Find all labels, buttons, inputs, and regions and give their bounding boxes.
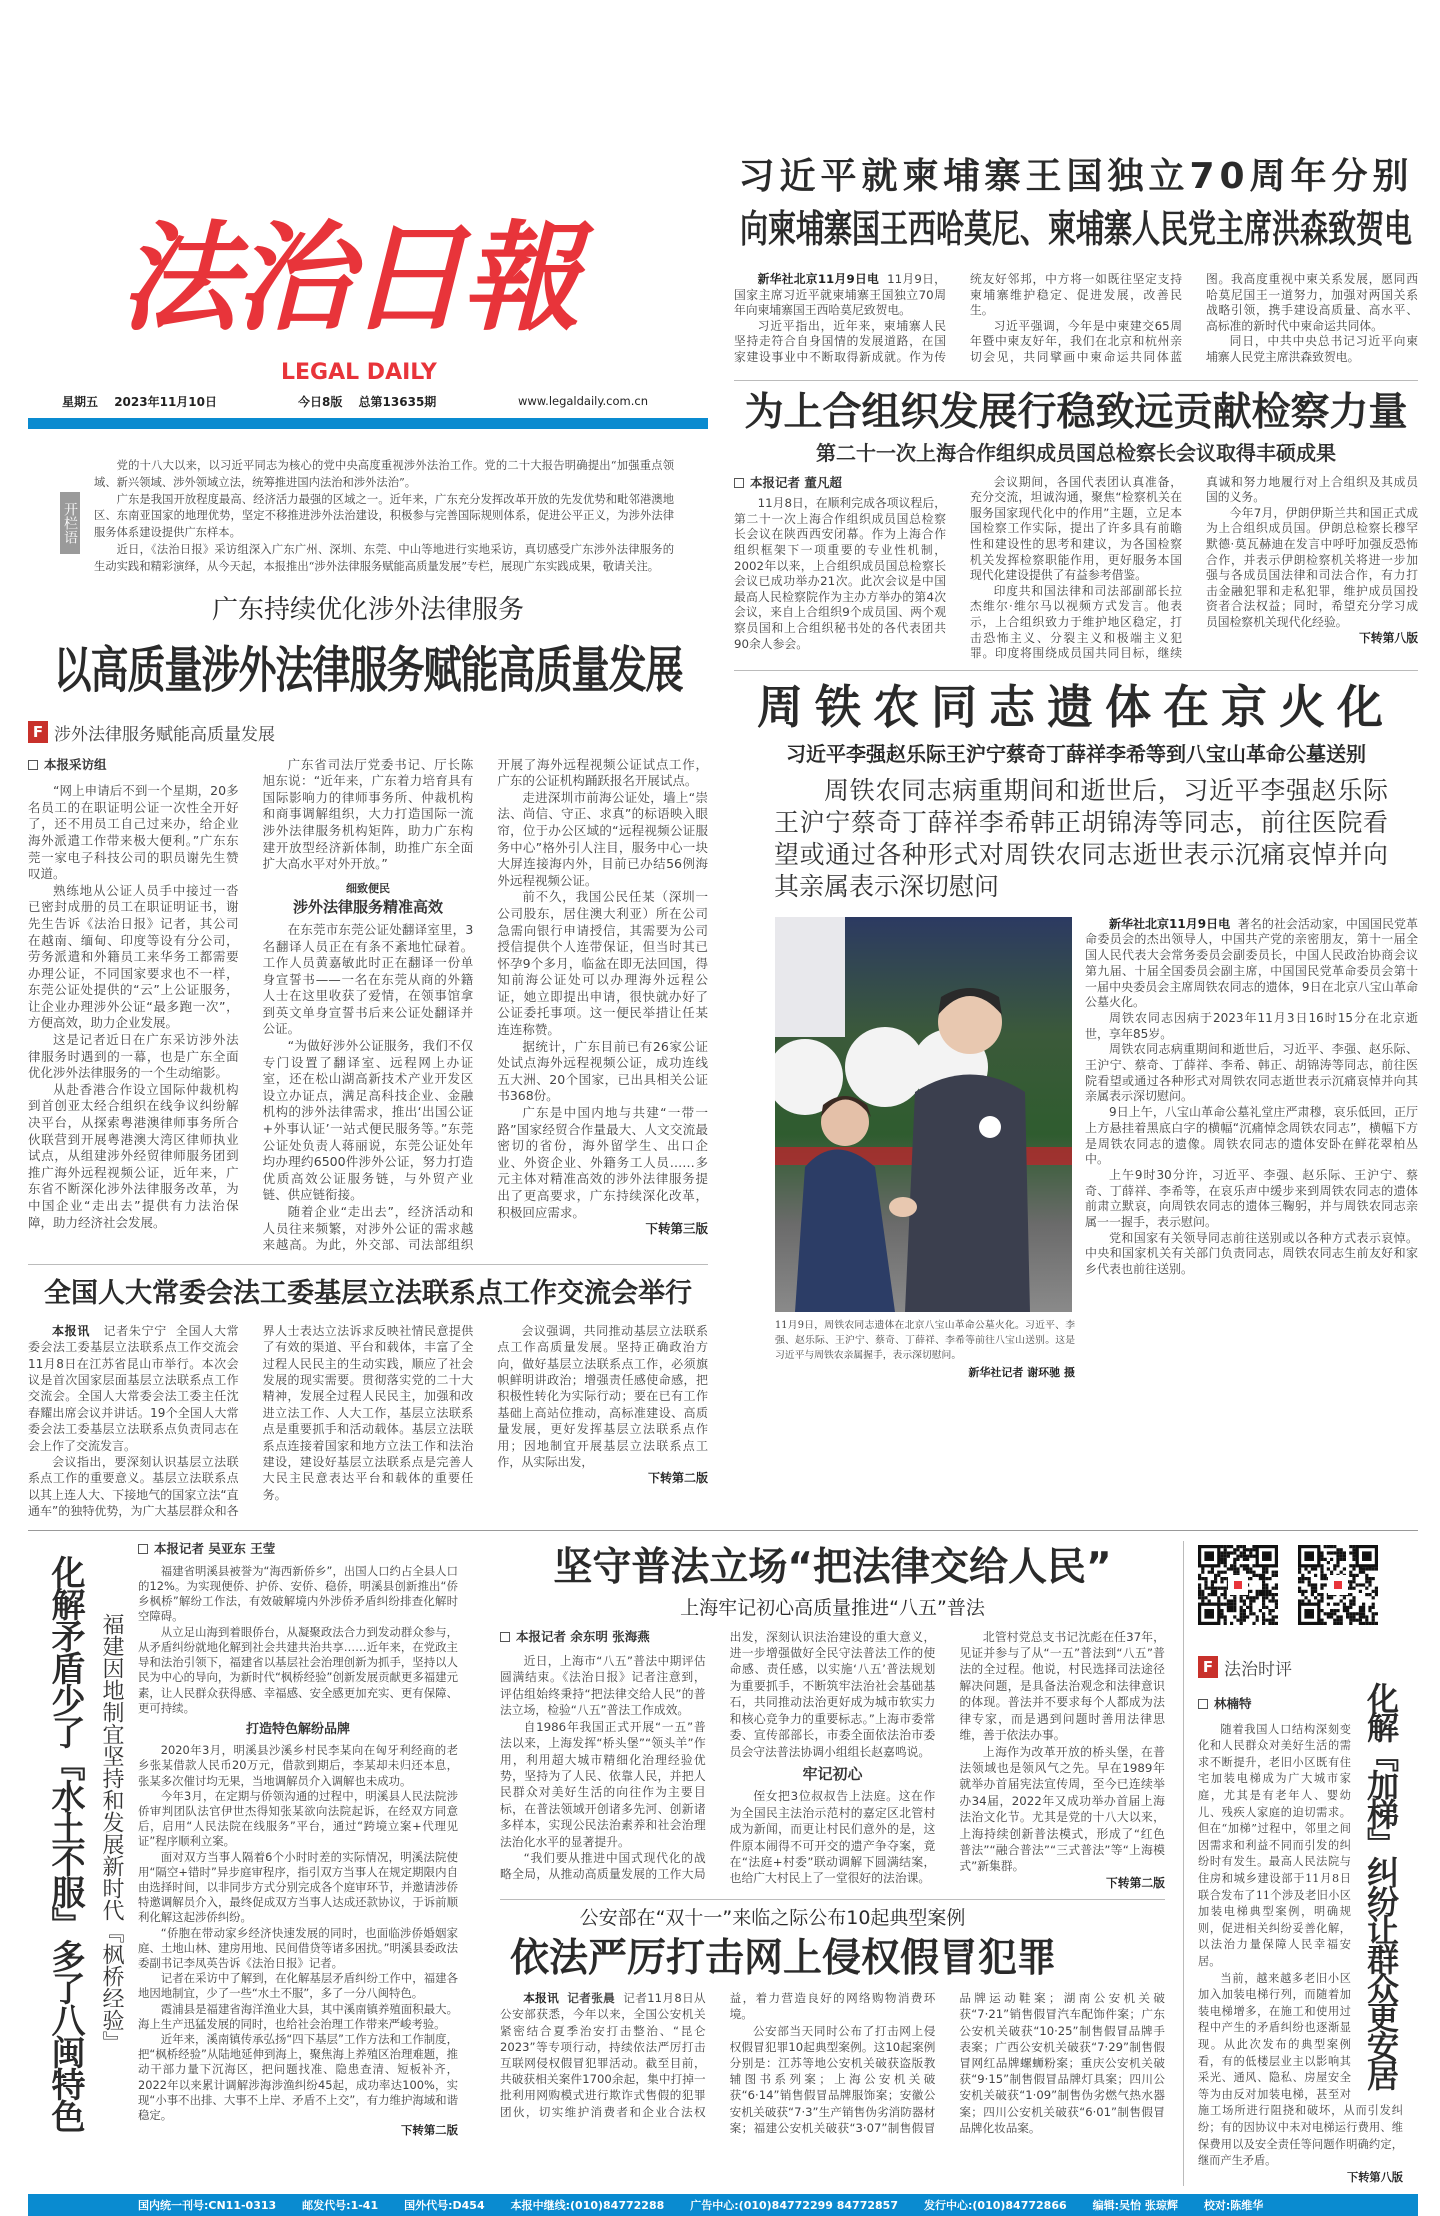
paragraph: 党和国家有关领导同志前往送别或以各种方式表示哀悼。中央和国家机关有关部门负责同志，周铁农同志生前友好和家乡代表也前往送别。: [1085, 1230, 1418, 1277]
paragraph: 习近平指出，近年来，柬埔寨人民坚持走符合自身国情的发展道路，在国家建设事业中不断取得新成就。作为传统友好邻邦，中方将一如既往坚定支持柬埔寨维护稳定、促进发展，改善民生。: [734, 272, 1182, 364]
intro-text: [94, 458, 674, 576]
paragraph: 近日，上海市“八五”普法中期评估圆满结束。《法治日报》记者注意到，评估组始终秉持“把法律交给人民”的普法立场，检验“八五”普法工作成效。: [500, 1654, 706, 1718]
subhead: 打造特色解纷品牌: [245, 1721, 350, 1737]
paragraph: 2020年3月，明溪县沙溪乡村民李某向在匈牙利经商的老乡张某借款人民币20万元，借款到期后，李某却未归还本息，张某多次催讨均无果，当地调解员介入调解也未成功。: [138, 1743, 458, 1788]
footer-item: 编辑:吴怡 张琼辉: [1092, 2199, 1178, 2213]
article-fujian-body: [138, 1541, 458, 2139]
paragraph: 前不久，我国公民任某（深圳一公司股东，居住澳大利亚）所在公司急需向银行申请授信，其需要为公司授信提供个人连带保证，但当时其已怀孕9个多月，临盆在即无法回国，得知前海公证处可以办理海外远程公证，她立即提出申请，很快就办好了公证委托事项。这一便民举措让任某连连称赞。: [497, 889, 708, 1038]
article-sco: [734, 387, 1418, 662]
section-tag-label: 法治时评: [1224, 1659, 1292, 1680]
paragraph: 广东省司法厅党委书记、厅长陈旭东说：“近年来，广东着力培育具有国际影响力的律师事务所、仲裁机构和商事调解组织，大力打造国际一流涉外法律服务机构矩阵，助力广东构建开放型经济新体制，助推广东全面扩大高水平对外开放。”: [262, 756, 474, 872]
article-body: [734, 475, 1418, 662]
paragraph: 11月8日，在顺利完成各项议程后，第二十一次上海合作组织成员国总检察长会议在陕西西安闭幕。作为上海合作组织框架下一项重要的专业性机制，2002年以来，上合组织成员国总检察长会议已成功举办21次。此次会议是中国最高人民检察院作为主办方举办的第4次会议，来自上合组织9个成员国、两个观察员国和上合组织秘书处的各代表团共90余人参会。: [734, 496, 946, 651]
paragraph: 周铁农同志病重期间和逝世后，习近平、李强、赵乐际、王沪宁、蔡奇、丁薛祥、李希、韩正、胡锦涛等同志，前往医院看望或通过各种形式对周铁农同志逝世表示沉痛哀悼并向其亲属表示深切慰问。: [1085, 1042, 1418, 1104]
subhead: 涉外法律服务精准高效: [292, 898, 443, 917]
lead: 本报讯: [523, 1991, 560, 2006]
paragraph: 自1986年我国正式开展“一五”普法以来，上海发挥“桥头堡”“领头羊”作用，利用超大城市精细化治理经验优势，坚持为了人民、依靠人民，并把人民群众对美好生活的向往作为主要目标，在普法领域开创诸多先河、创新诸多样本，实现公民法治素养和社会治理法治化水平的显著提升。: [500, 1719, 706, 1849]
continued-on[interactable]: 下转第二版: [647, 1471, 708, 1486]
news-photo: [775, 917, 1072, 1312]
footer-item: 国内统一刊号:CN11-0313: [138, 2199, 277, 2213]
paragraph: 今年3月，在定期与侨领沟通的过程中，明溪县人民法院涉侨审判团队法官伊世杰得知张某欲向法院起诉，在经双方同意后，启用“人民法院在线服务”平台，通过“跨境立案+代理见证”程序顺利立案。: [138, 1788, 458, 1849]
section-tag: [28, 720, 708, 745]
paragraph: 广东是我国开放程度最高、经济活力最强的区域之一。近年来，广东充分发挥改革开放的先发优势和毗邻港澳地区、东南亚国家的地理优势，坚定不移推进涉外法治建设，积极参与完善国际规则体系，促进公平正义，为涉外法律服务体系建设提供广东样本。: [94, 492, 674, 540]
paragraph: 随着企业“走出去”，经济活动和人员往来频繁，对涉外公证的需求越来越高。为此，外交部、司法部组织开展了海外远程视频公证试点工作，广东的公证机构踊跃报名开展试点。: [262, 756, 708, 1253]
article-zhou: [734, 677, 1418, 1380]
deck-text: 周铁农同志病重期间和逝世后，习近平李强赵乐际王沪宁蔡奇丁薛祥李希韩正胡锦涛等同志，前往医院看望或通过各种形式对周铁农同志逝世表示沉痛哀悼并向其亲属表示深切慰问: [774, 775, 1388, 901]
article-body: [28, 757, 708, 1254]
paragraph: 走进深圳市前海公证处，墙上“崇法、尚信、守正、求真”的标语映入眼帘，位于办公区域的“远程视频公证服务中心”格外引人注目，服务中心一块大屏连接海内外，目前已办结56例海外远程视频公证。: [497, 789, 708, 888]
paragraph: 记者在采访中了解到，在化解基层矛盾纠纷工作中，福建各地因地制宜，少了一些“水土不服”，多了一分八闽特色。: [138, 1971, 458, 2001]
paragraph: 会议指出，要深刻认识基层立法联系点工作的重要意义。基层立法联系点以其上连人大、下接地气的国家立法“直通车”的独特优势，为广大基层群众和各界人士表达立法诉求反映社情民意提供了有效的渠道、平台和载体，丰富了全过程人民民主的生动实践，顺应了社会发展的现实需要。贯彻落实党的二十大精神，发展全过程人民民主，加强和改进立法工作、人大工作，基层立法联系点是重要抓手和活动载体。基层立法联系点连接着国家和地方立法工作和法治建设，建设好基层立法联系点是完善人大民主民意表达平台和载体的重要任务。: [28, 1323, 474, 1519]
paragraph: 同日，中共中央总书记习近平向柬埔寨人民党主席洪森致贺电。: [1206, 334, 1418, 364]
photo-block: [775, 917, 1075, 1380]
footer-item: 广告中心:(010)84772299 84772857: [690, 2199, 898, 2213]
today-pages: 今日8版: [298, 395, 343, 409]
photo-and-body: [734, 917, 1418, 1380]
byline: [28, 757, 239, 774]
paragraph: 霞浦县是福建省海洋渔业大县，其中溪南镇养殖面积最大。海上生产迅猛发展的同时，也给社会治理工作带来严峻考验。: [138, 2001, 458, 2031]
byline: [500, 1629, 706, 1645]
headline-2: 向柬埔寨国王西哈莫尼、柬埔寨人民党主席洪森致贺电: [739, 207, 1412, 252]
continued-on[interactable]: 下转第二版: [401, 2123, 458, 2138]
article-body: [500, 1629, 1165, 1892]
subhead-kicker: 细致便民: [345, 881, 390, 895]
article-fujian: [28, 1541, 470, 2139]
photo-caption: [775, 1318, 1075, 1380]
footer-item: 邮发代号:1-41: [302, 2199, 379, 2213]
section-tag-label: 涉外法律服务赋能高质量发展: [54, 724, 275, 745]
photo-illustration: [775, 917, 1072, 1312]
reporter: 记者朱宁宁: [103, 1323, 167, 1338]
masthead: [28, 0, 708, 430]
dateline: 新华社北京11月9日电: [757, 272, 880, 286]
paragraph: 近日，《法治日报》采访组深入广东广州、深圳、东莞、中山等地进行实地采访，真切感受广东涉外法律服务的生动实践和精彩演绎，从今天起，本报推出“涉外法律服务赋能高质量发展”专栏，展现广东实践成果，敬请关注。: [94, 542, 674, 573]
website-link[interactable]: www.legaldaily.com.cn: [518, 394, 649, 408]
newspaper-logo: 法治日報: [120, 208, 577, 347]
caption-text: 11月9日，周铁农同志遗体在北京八宝山革命公墓火化。习近平、李强、赵乐际、王沪宁、蔡奇、丁薛祥、李希等前往八宝山送别。这是习近平与周铁农亲属握手，表示深切慰问。: [775, 1319, 1075, 1361]
headline: 为上合组织发展行稳致远贡献检察力量: [744, 389, 1408, 435]
article-body: [1085, 917, 1418, 1278]
continued-on[interactable]: 下转第八版: [1347, 2170, 1403, 2184]
footer-item: 国外代号:D454: [404, 2199, 485, 2213]
paragraph: 侄女把3位叔叔告上法庭。这在作为全国民主法治示范村的嘉定区北管村成为新闻，而更让村民们意外的是，这件原本闹得不可开交的遗产争夺案，竟在“法庭+村委”联动调解下圆满结案，也给广大村民上了一堂很好的法治课。: [729, 1789, 936, 1886]
section-tag: [1198, 1655, 1403, 1680]
paragraph: 在东莞市东莞公证处翻译室里，3名翻译人员正在有条不紊地忙碌着。工作人员黄嘉敏此时正在翻译一份单身宣誓书——一名在东莞从商的外籍人士在这里收获了爱情，在领事馆拿到英文单身宣誓书后来公证处翻译并公证。: [262, 921, 474, 1037]
article-body: [28, 1323, 708, 1520]
article-body: [500, 1990, 1165, 2136]
headline: 习近平就柬埔寨王国独立70周年分别: [738, 156, 1414, 197]
paragraph: 从赴香港合作设立国际仲裁机构到首创亚太经合组织在线争议纠纷解决平台，从探索粤港澳律师事务所合伙联营到开展粤港澳大湾区律师执业试点，从组建涉外经贸律师服务团到推广海外远程视频公证，近年来，广东省不断深化涉外法律服务改革，为中国企业“走出去”提供有力法治保障，助力经济社会发展。: [28, 1081, 239, 1230]
paragraph: 据统计，广东目前已有26家公证处试点海外远程视频公证，成功连线五大洲、20个国家，已出具相关公证书368份。: [497, 1038, 708, 1104]
middle-column: [500, 1541, 1165, 2136]
paragraph: 北管村党总支书记沈彪在任37年，见证并参与了从“一五”普法到“八五”普法的全过程。他说，村民选择司法途径解决问题，是具备法治观念和法律意识的体现。普法并不要求每个人都成为法律专家，而是遇到问题时善用法律思维，善于依法办事。: [959, 1629, 1165, 1743]
intro-label: 开栏语: [60, 492, 80, 554]
issue-date: 2023年11月10日: [114, 395, 218, 409]
paragraph: 公安部当天同时公布了打击网上侵权假冒犯罪10起典型案例。这10起案例分别是：江苏等地公安机关破获盗版教辅图书系列案；上海公安机关破获“6·14”销售假冒品牌服饰案；安徽公安机关破获“7·3”生产销售伪劣消防器材案；福建公安机关破获“3·07”制售假冒品牌运动鞋案；湖南公安机关破获“7·21”销售假冒汽车配饰件案；广东公安机关破获“10·25”制售假冒品牌手表案；广西公安机关破获“7·29”制售假冒网红品牌螺蛳粉案；重庆公安机关破获“9·15”制售假冒品牌灯具案；四川公安机关破获“1·09”制售伪劣燃气热水器案；四川公安机关破获“6·01”制售假冒品牌化妆品案。: [729, 1991, 1165, 2135]
footer-item: 本报中继线:(010)84772288: [510, 2199, 665, 2213]
continued-on[interactable]: 下转第八版: [1359, 630, 1418, 645]
byline-text: 本报记者 吴亚东 王莹: [154, 1540, 276, 1556]
paragraph: 随着我国人口结构深刻变化和人民群众对美好生活的需求不断提升，老旧小区既有住宅加装电梯成为广大城市家庭，尤其是有老年人、婴幼儿、残疾人家庭的迫切需求。但在“加梯”过程中，邻里之间因需求和利益不同而引发的纠纷时有发生。最高人民法院与住房和城乡建设部于11月8日联合发布了11个涉及老旧小区加装电梯典型案例，明确规则，促进相关纠纷妥善化解，以法治力量保障人民幸福安居。: [1198, 1722, 1351, 1968]
byline: [138, 1541, 458, 1556]
kicker: 广东持续优化涉外法律服务: [211, 594, 524, 625]
article-commentary: [1183, 1541, 1403, 2187]
paragraph: 福建省明溪县被誉为“海西新侨乡”，出国人口约占全县人口的12%。为实现便侨、护侨、安侨、稳侨，明溪县创新推出“侨乡枫桥”解纷工作法，有效破解境内外涉侨矛盾纠纷排查化解时空障碍。: [138, 1563, 458, 1624]
paragraph: 当前，越来越多老旧小区加入加装电梯行列，而随着加装电梯增多，在施工和使用过程中产生的矛盾纠纷也逐渐显现。从此次发布的典型案例看，有的低楼层业主以影响其采光、通风、隐私、房屋安全等为由反对加装电梯，甚至对施工场所进行阻挠和破坏，从而引发纠纷；有的因协议中未对电梯运行费用、维保费用以及安全责任等问题作明确约定，继而产生矛盾。: [1198, 1971, 1403, 2168]
paragraph: 记者11月8日从公安部获悉，今年以来，全国公安机关紧密结合夏季治安打击整治、“昆仑2023”等专项行动，持续依法严厉打击互联网侵权假冒犯罪活动。截至目前，共破获相关案件1700余起，集中打掉一批利用网购模式进行欺诈式售假的犯罪团伙，切实维护消费者和企业合法权益，着力营造良好的网络购物消费环境。: [500, 1991, 936, 2119]
paragraph: 著名的社会活动家，中国国民党革命委员会的杰出领导人，中国共产党的亲密朋友，第十一届全国人民代表大会常务委员会副委员长，中国人民政治协商会议第九届、十届全国委员会副主席，中国国民党革命委员会第十一届中央委员会主席周铁农同志的遗体，9日在北京八宝山革命公墓火化。: [1085, 916, 1418, 1010]
headline: 依法严厉打击网上侵权假冒犯罪: [510, 1936, 1057, 1982]
qr-codes: [1198, 1545, 1403, 1625]
f-logo-icon: F: [28, 721, 48, 743]
byline-text: 本报采访组: [44, 756, 107, 772]
article-cambodia: [734, 0, 1418, 366]
subtitle: 习近平李强赵乐际王沪宁蔡奇丁薛祥李希等到八宝山革命公墓送别: [786, 741, 1366, 766]
paragraph: 会议强调，共同推动基层立法联系点工作高质量发展。坚持正确政治方向，做好基层立法联系点工作，必须旗帜鲜明讲政治；增强责任感使命感，把积极性转化为实际行动；要在已有工作基础上高站位推动，高标准建设、高质量发展，更好发挥基层立法联系点作用；因地制宜开展基层立法联系点工作，从实际出发，: [497, 1323, 708, 1470]
paragraph: 习近平强调，今年是中柬建交65周年暨中柬友好年，我们在北京和杭州亲切会见，共同擘画中柬命运共同体蓝图。我高度重视中柬关系发展，愿同西哈莫尼国王一道努力，加强对两国关系战略引领，携手建设高质量、高水平、高标准的新时代中柬命运共同体。: [970, 272, 1418, 364]
headline: 坚守普法立场“把法律交给人民”: [553, 1544, 1112, 1590]
paragraph: 9日上午，八宝山革命公墓礼堂庄严肃穆，哀乐低回，正厅上方悬挂着黑底白字的横幅“沉痛悼念周铁农同志”，横幅下方是周铁农同志的遗像。周铁农同志的遗体安卧在鲜花翠柏丛中。: [1085, 1105, 1418, 1167]
subtitle: 第二十一次上海合作组织成员国总检察长会议取得丰硕成果: [816, 440, 1336, 465]
paragraph: 广东是中国内地与共建“一带一路”国家经贸合作量最大、人文交流最密切的省份，海外留学生、出口企业、外资企业、外籍务工人员……多元主体对精准高效的涉外法律服务提出了更高要求，广东持续深化改革，积极回应需求。: [497, 1105, 708, 1220]
footer-item: 发行中心:(010)84772866: [923, 2199, 1067, 2213]
paragraph: 周铁农同志因病于2023年11月3日16时15分在北京逝世，享年85岁。: [1085, 1010, 1418, 1041]
issue-info: [62, 393, 217, 410]
paragraph: 这是记者近日在广东采访涉外法律服务时遇到的一幕，也是广东全面优化涉外法律服务的一个生动缩影。: [28, 1032, 239, 1081]
headline: 以高质量涉外法律服务赋能高质量发展: [53, 640, 683, 699]
paragraph: “网上申请后不到一个星期，20多名员工的在职证明公证一次性全开好了，还不用员工自己过来办，给企业海外派遣工作带来极大便利。”广东东莞一家电子科技公司的职员谢先生赞叹道。: [28, 783, 239, 882]
reporter: 记者张晨: [567, 1991, 616, 2006]
photo-credit: 新华社记者 谢环驰 摄: [968, 1365, 1075, 1379]
paragraph: 熟练地从公证人员手中接过一沓已密封成册的员工在职证明证书，谢先生告诉《法治日报》记者，其公司在越南、缅甸、印度等设有分公司，劳务派遣和外籍员工来华务工都需要办理公证，不同国家要求也不一样，东莞公证处提供的“云”上公证服务，让企业办理涉外公证“最多跑一次”，方便高效，助力企业发展。: [28, 882, 239, 1031]
continued-on[interactable]: 下转第二版: [1105, 1875, 1165, 1890]
deck: [774, 775, 1388, 903]
byline-text: 本报记者 余东明 张海燕: [516, 1628, 650, 1644]
headline: 化解『加梯』纠纷让群众更安居: [1362, 1681, 1400, 2088]
continued-on[interactable]: 下转第三版: [645, 1221, 708, 1237]
masthead-bar: [28, 418, 708, 429]
paragraph: “侨胞在带动家乡经济快速发展的同时，也面临涉侨婚姻家庭、土地山林、建房用地、民间借贷等诸多困扰。”明溪县委政法委副书记李凤英告诉《法治日报》记者。: [138, 1925, 458, 1970]
logo-english: LEGAL DAILY: [281, 360, 437, 385]
kicker: 公安部在“双十一”来临之际公布10起典型案例: [579, 1907, 966, 1930]
paragraph: 11月9日，国家主席习近平就柬埔寨王国独立70周年向柬埔寨国王西哈莫尼致贺电。: [734, 272, 946, 318]
qr-code-icon[interactable]: [1198, 1545, 1278, 1625]
dateline: 新华社北京11月9日电: [1109, 916, 1231, 931]
headline: 周铁农同志遗体在京火化: [757, 679, 1395, 734]
byline-text: 林楠特: [1214, 1695, 1252, 1711]
paragraph: 近年来，溪南镇传承弘扬“四下基层”工作方法和工作制度，把“枫桥经验”从陆地延伸到海上，聚焦海上养殖区治理难题，推动干部力量下沉海区，把问题找准、隐患查清、短板补齐，2022年以来累计调解涉海涉渔纠纷45起，成功率达100%，实现“小事不出排、大事不上岸、矛盾不上交”，有力维护海域和谐稳定。: [138, 2031, 458, 2122]
paragraph: 从立足山海到着眼侨台，从凝聚政法合力到发动群众参与，从矛盾纠纷就地化解到社会共建共治共享……近年来，在党政主导和法治引领下，福建省以基层社会治理创新为抓手，坚持以人民为中心的导向，为新时代“枫桥经验”创新发展贡献更多福建元素，让人民群众获得感、幸福感、安全感更加充实、更有保障、更可持续。: [138, 1624, 458, 1715]
intro: [28, 458, 708, 576]
paragraph: 今年7月，伊朗伊斯兰共和国正式成为上合组织成员国。伊朗总检察长穆罕默德·莫瓦赫迪在发言中呼吁加强反恐怖合作，并表示伊朗检察机关将进一步加强与各成员国法律和司法合作，有力打击金融犯罪和走私犯罪，维护成员国投资者合法权益；同时，希望充分学习成员国检察机关现代化经验。: [1206, 505, 1418, 629]
subhead: 牢记初心: [802, 1764, 863, 1783]
qr-code-icon[interactable]: [1298, 1545, 1378, 1625]
footer-item: 校对:陈维华: [1203, 2199, 1264, 2213]
f-logo-icon: F: [1198, 1656, 1218, 1678]
paragraph: 面对双方当事人隔着6个小时时差的实际情况，明溪法院使用“隔空+错时”异步庭审程序，指引双方当事人在规定期限内自由选择时间，以非同步方式分别完成各个庭审环节，并邀请涉侨特邀调解员介入，最终促成双方当事人达成还款协议，于诉前顺利化解这起涉侨纠纷。: [138, 1849, 458, 1925]
weekday: 星期五: [62, 395, 99, 409]
paragraph: 印度共和国法律和司法部副部长拉杰维尔·维尔马以视频方式发言。他表示，上合组织致力于维护地区稳定，打击恐怖主义、分裂主义和极端主义犯罪。印度将围绕成员国共同目标，继续真诚和努力地履行对上合组织及其成员国的义务。: [970, 474, 1418, 661]
paragraph: 上午9时30分许，习近平、李强、赵乐际、王沪宁、蔡奇、丁薛祥、李希等，在哀乐声中缓步来到周铁农同志的遗体前肃立默哀，向周铁农同志的遗体三鞠躬，并与周铁农同志亲属一一握手，表示慰问。: [1085, 1167, 1418, 1230]
paragraph: 全国人大常委会法工委基层立法联系点工作交流会11月8日在江苏省昆山市举行。本次会议是首次国家层面基层立法联系点工作交流会。全国人大常委会法工委主任沈春耀出席会议并讲话。19个全国人大常委会法工委基层立法联系点负责同志在会上作了交流发言。: [28, 1323, 239, 1453]
headline: 化解矛盾少了『水土不服』多了八闽特色: [45, 1554, 85, 2131]
article-police: [500, 1904, 1165, 2136]
paragraph: 会议期间，各国代表团认真准备，充分交流，坦诚沟通，聚焦“检察机关在服务国家现代化中的作用”主题，立足本国检察工作实际，提出了许多具有前瞻性和建设性的思考和建议，为各国检察机关发挥检察职能作用，更好服务本国现代化建设提供了有益参考借鉴。: [970, 474, 1182, 583]
paragraph: “我们要从推进中国式现代化的战略全局，从推动高质量发展的工作大局出发，深刻认识法治建设的重大意义，进一步增强做好全民守法普法工作的使命感、责任感，以实施‘八五’普法规划为重要抓手，不断筑牢法治社会基础基石，共同推动法治更好成为城市软实力和核心竞争力的重要标志。”上海市委常委、宣传部部长，市委全面依法治市委员会守法普法协调小组组长赵嘉鸣说。: [500, 1629, 936, 1882]
headline: 全国人大常委会法工委基层立法联系点工作交流会举行: [44, 1277, 692, 1309]
footer-bar: [28, 2194, 1418, 2216]
lead: 本报讯: [52, 1323, 91, 1338]
article-body: [734, 272, 1418, 366]
byline-text: 本报记者 董凡超: [750, 474, 842, 490]
paragraph: 上海作为改革开放的桥头堡，在普法领域也是领风气之先。早在1989年就举办首届宪法宣传周，至今已连续举办34届，2022年又成功举办首届上海法治文化节。尤其是党的十八大以来，上海持续创新普法模式，形成了“红色普法”“融合普法”“三式普法”等“上海模式”新集群。: [959, 1744, 1165, 1874]
paragraph: 党的十八大以来，以习近平同志为核心的党中央高度重视涉外法治工作。党的二十大报告明确提出“加强重点领域、新兴领域、涉外领域立法，统筹推进国内法治和涉外法治”。: [94, 459, 674, 489]
subtitle: 福建因地制宜坚持和发展新时代『枫桥经验』: [99, 1612, 124, 2053]
subtitle: 上海牢记初心高质量推进“八五”普法: [680, 1596, 985, 1619]
page-count: [298, 393, 436, 410]
issue-number: 总第13635期: [358, 395, 437, 409]
byline: [734, 475, 946, 491]
paragraph: “为做好涉外公证服务，我们不仅专门设置了翻译室、远程网上办证室，还在松山湖高新技术产业开发区设立办证点，满足高科技企业、金融机构的涉外法律需求，推出‘出国公证+外事认证’一站式便民服务等。”东莞公证处负责人蒋丽说，东莞公证处年均办理约6500件涉外公证，努力打造优质高效公证服务链，与外贸产业链、供应链衔接。: [262, 1038, 474, 1203]
article-shanghai: [500, 1541, 1165, 1892]
article-npc: [28, 1269, 708, 1520]
article-guangdong: [28, 590, 708, 1254]
